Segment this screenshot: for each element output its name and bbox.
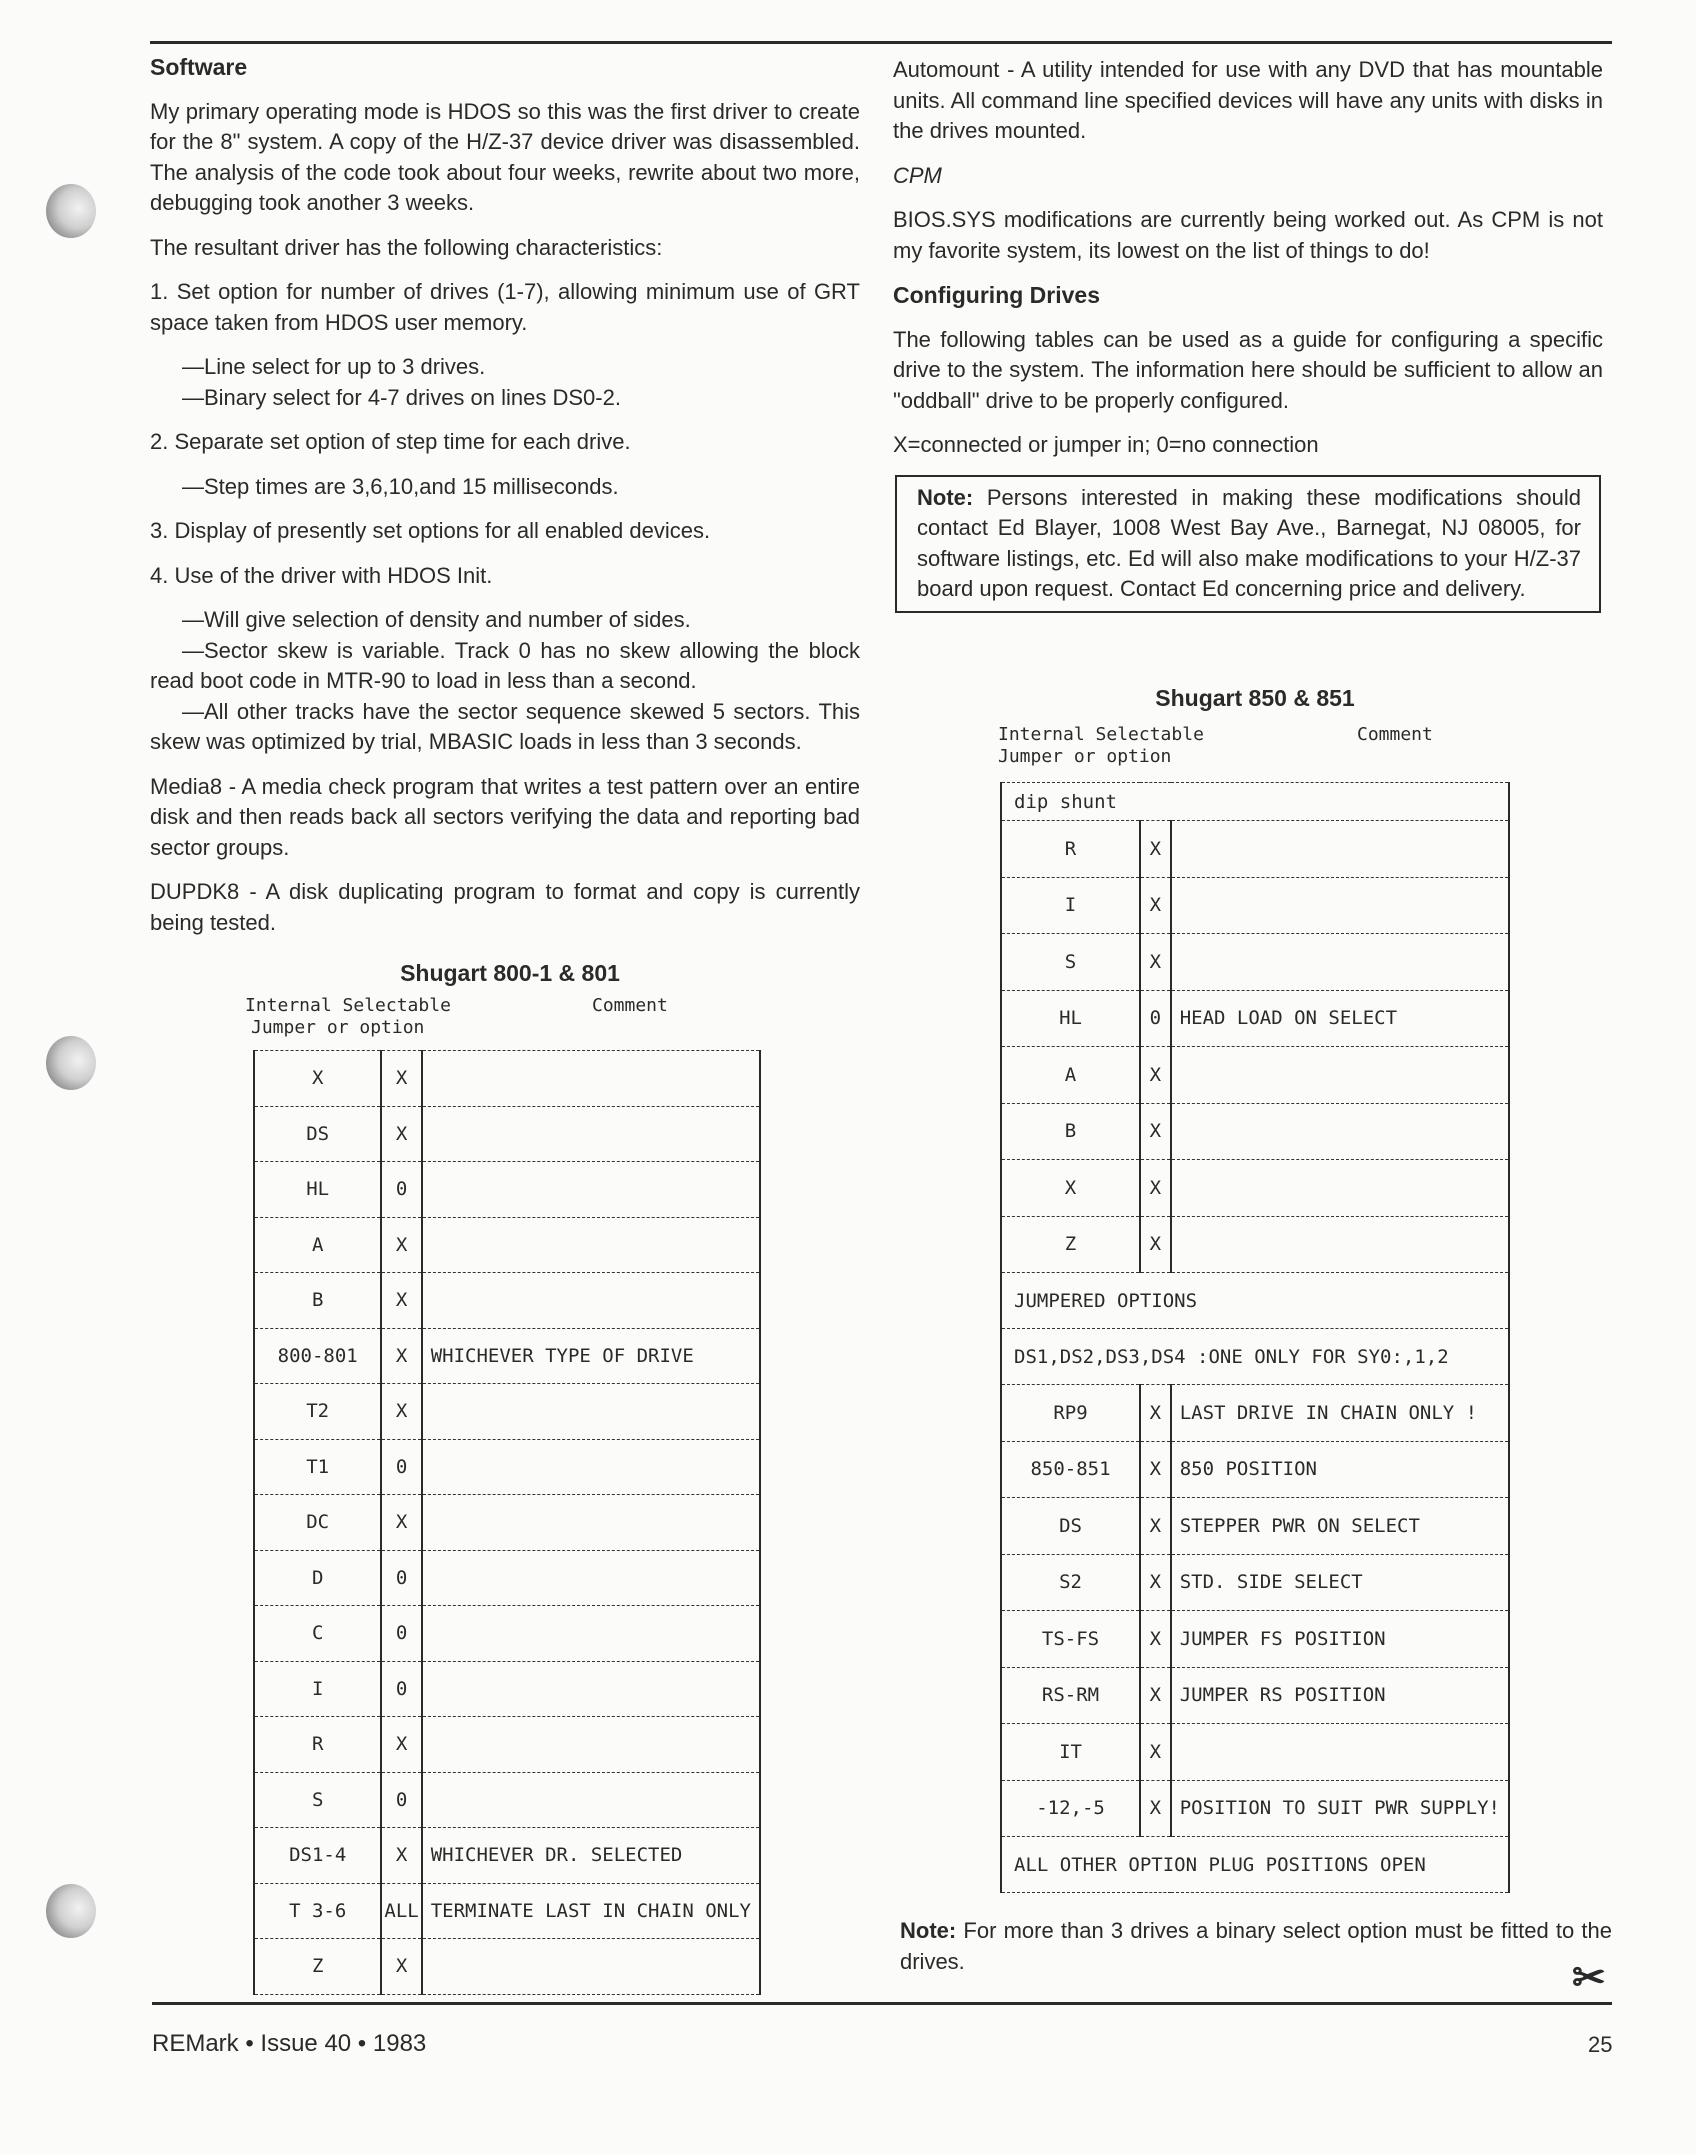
jumper-cell: TS-FS (1001, 1611, 1140, 1668)
left-column (150, 52, 860, 952)
table-row (254, 1051, 760, 1107)
comment-cell: 850 POSITION (1171, 1441, 1509, 1498)
comment-cell: JUMPER RS POSITION (1171, 1667, 1509, 1724)
comment-cell (422, 1717, 760, 1773)
comment-cell (1171, 1216, 1509, 1273)
status-cell: X (1140, 1047, 1171, 1104)
jumper-cell: IT (1001, 1724, 1140, 1781)
table-row (1001, 1441, 1509, 1498)
table-row (1001, 821, 1509, 878)
comment-cell (1171, 1160, 1509, 1217)
table850-title: Shugart 850 & 851 (1155, 685, 1355, 711)
paragraph: My primary operating mode is HDOS so this was the first driver to create for the 8" system. A copy of the H/Z-37 device driver was disassembled. The analysis of the code took about four weeks, rewrite about two more, debugging took another 3 weeks. (150, 98, 860, 215)
table-row (254, 1495, 760, 1551)
table-row (254, 1162, 760, 1218)
table-row (1001, 934, 1509, 991)
jumper-cell: B (1001, 1103, 1140, 1160)
paragraph: The following tables can be used as a guide for configuring a specific drive to the system. The information here should be sufficient to allow an "oddball" drive to be properly configured. (893, 326, 1603, 413)
status-cell: X (1140, 1724, 1171, 1781)
table-row (1001, 1611, 1509, 1668)
table850 (1000, 782, 1510, 1893)
comment-cell (422, 1495, 760, 1551)
jumper-cell: DS1-4 (254, 1828, 381, 1884)
jumper-cell: R (1001, 821, 1140, 878)
table850-header-line1: Internal Selectable (998, 724, 1204, 745)
comment-cell (422, 1439, 760, 1495)
sub-item: —Sector skew is variable. Track 0 has no skew allowing the block read boot code in MTR-90 to load in less than a second. (150, 637, 860, 693)
status-cell: X (381, 1828, 421, 1884)
list-item: 4. Use of the driver with HDOS Init. (150, 562, 493, 588)
status-cell: X (1140, 1385, 1171, 1442)
status-cell: X (381, 1939, 421, 1995)
table800-comment-header: Comment (592, 995, 668, 1016)
jumper-cell: RP9 (1001, 1385, 1140, 1442)
comment-cell (1171, 934, 1509, 991)
paragraph: Automount - A utility intended for use with any DVD that has mountable units. All command line specified devices will have any units with disks in the drives mounted. (893, 57, 1603, 143)
table800 (253, 1050, 761, 1995)
table850-header (998, 724, 1204, 768)
paragraph: The resultant driver has the following characteristics: (150, 234, 663, 260)
all-other-row (1001, 1837, 1509, 1893)
note-box (895, 475, 1601, 613)
table-row (254, 1772, 760, 1828)
status-cell: X (381, 1717, 421, 1773)
table-row (254, 1550, 760, 1606)
comment-cell: HEAD LOAD ON SELECT (1171, 990, 1509, 1047)
table800-header-line1: Internal Selectable (245, 995, 451, 1016)
right-column (893, 55, 1603, 613)
jumper-cell: Z (1001, 1216, 1140, 1273)
status-cell: X (1140, 1441, 1171, 1498)
jumper-cell: S2 (1001, 1554, 1140, 1611)
status-cell: X (1140, 1103, 1171, 1160)
comment-cell (1171, 821, 1509, 878)
end-mark-icon: ✂ (1572, 1956, 1606, 2000)
comment-cell (1171, 877, 1509, 934)
jumper-cell: T 3-6 (254, 1883, 381, 1939)
jumpered-options-row (1001, 1273, 1509, 1329)
status-cell: ALL (381, 1883, 421, 1939)
table-row (1001, 1724, 1509, 1781)
list-item: 2. Separate set option of step time for each drive. (150, 429, 631, 454)
jumper-cell: D (254, 1550, 381, 1606)
drive-select-row-cell: DS1,DS2,DS3,DS4 :ONE ONLY FOR SY0:,1,2 (1001, 1329, 1509, 1385)
drive-select-row (1001, 1329, 1509, 1385)
jumper-cell: B (254, 1273, 381, 1329)
comment-cell: STEPPER PWR ON SELECT (1171, 1498, 1509, 1555)
list-item: 1. Set option for number of drives (1-7), allowing minimum use of GRT space taken from HDOS user memory. (150, 279, 860, 335)
status-cell: X (1140, 821, 1171, 878)
comment-cell (422, 1939, 760, 1995)
status-cell: X (1140, 1611, 1171, 1668)
table-row (1001, 1047, 1509, 1104)
jumper-cell: X (254, 1051, 381, 1107)
jumper-cell: T1 (254, 1439, 381, 1495)
status-cell: 0 (381, 1162, 421, 1218)
table-row (254, 1717, 760, 1773)
table-row (1001, 1216, 1509, 1273)
table850-header-line2: Jumper or option (998, 746, 1172, 767)
jumper-cell: HL (254, 1162, 381, 1218)
comment-cell (422, 1384, 760, 1440)
table-row (1001, 1780, 1509, 1837)
jumper-cell: 850-851 (1001, 1441, 1140, 1498)
jumper-cell: R (254, 1717, 381, 1773)
status-cell: X (1140, 1216, 1171, 1273)
jumper-cell: C (254, 1606, 381, 1662)
binder-hole-top (46, 184, 96, 238)
table-row (254, 1328, 760, 1384)
paragraph: BIOS.SYS modifications are currently being worked out. As CPM is not my favorite system, its lowest on the list of things to do! (893, 207, 1603, 263)
jumper-cell: DS (1001, 1498, 1140, 1555)
status-cell: 0 (1140, 990, 1171, 1047)
comment-cell (1171, 1103, 1509, 1160)
jumper-cell: 800-801 (254, 1328, 381, 1384)
status-cell: X (1140, 934, 1171, 991)
comment-cell (422, 1106, 760, 1162)
jumper-cell: DS (254, 1106, 381, 1162)
jumper-cell: RS-RM (1001, 1667, 1140, 1724)
jumper-cell: A (254, 1217, 381, 1273)
paragraph: DUPDK8 - A disk duplicating program to format and copy is currently being tested. (150, 879, 860, 935)
status-cell: X (381, 1495, 421, 1551)
jumper-cell: I (1001, 877, 1140, 934)
comment-cell (422, 1772, 760, 1828)
dip-shunt-row-cell: dip shunt (1001, 783, 1509, 821)
status-cell: X (381, 1217, 421, 1273)
table-row (1001, 877, 1509, 934)
dip-shunt-row (1001, 783, 1509, 821)
table-row (1001, 1667, 1509, 1724)
status-cell: X (381, 1273, 421, 1329)
status-cell: X (1140, 1667, 1171, 1724)
jumper-cell: S (254, 1772, 381, 1828)
sub-item: —Will give selection of density and number of sides. (182, 607, 691, 632)
table-row (254, 1106, 760, 1162)
comment-cell (422, 1217, 760, 1273)
status-cell: X (1140, 1780, 1171, 1837)
jumper-cell: HL (1001, 990, 1140, 1047)
legend: X=connected or jumper in; 0=no connection (893, 432, 1319, 457)
status-cell: 0 (381, 1439, 421, 1495)
table-row (1001, 1103, 1509, 1160)
status-cell: X (381, 1328, 421, 1384)
status-cell: X (1140, 1554, 1171, 1611)
status-cell: X (1140, 1498, 1171, 1555)
table-row (254, 1606, 760, 1662)
comment-cell (422, 1606, 760, 1662)
bottom-note (900, 1916, 1612, 1991)
table-row (1001, 1498, 1509, 1555)
table-row (1001, 1160, 1509, 1217)
status-cell: 0 (381, 1606, 421, 1662)
note-label: Note: (917, 484, 974, 510)
jumper-cell: -12,-5 (1001, 1780, 1140, 1837)
note-text: Persons interested in making these modifications should contact Ed Blayer, 1008 West Bay Ave., Barnegat, NJ 08005, for software listings, etc. Ed will also make modifications to your H/Z-37 board upon request. Contact Ed concerning price and delivery. (917, 484, 1581, 601)
jumper-cell: T2 (254, 1384, 381, 1440)
table-row (254, 1384, 760, 1440)
table-row (254, 1661, 760, 1717)
sub-item: —Binary select for 4-7 drives on lines DS0-2. (182, 384, 621, 410)
all-other-row-cell: ALL OTHER OPTION PLUG POSITIONS OPEN (1001, 1837, 1509, 1893)
binder-hole-middle (46, 1036, 96, 1090)
status-cell: 0 (381, 1550, 421, 1606)
jumper-cell: DC (254, 1495, 381, 1551)
jumper-cell: Z (254, 1939, 381, 1995)
bottom-rule (152, 2002, 1612, 2005)
comment-cell (1171, 1724, 1509, 1781)
comment-cell: LAST DRIVE IN CHAIN ONLY ! (1171, 1385, 1509, 1442)
table800-header (245, 995, 451, 1039)
table-row (254, 1828, 760, 1884)
jumper-cell: X (1001, 1160, 1140, 1217)
status-cell: X (381, 1106, 421, 1162)
status-cell: 0 (381, 1772, 421, 1828)
comment-cell (422, 1051, 760, 1107)
top-rule (150, 41, 1612, 44)
comment-cell: POSITION TO SUIT PWR SUPPLY! (1171, 1780, 1509, 1837)
table-row (1001, 1554, 1509, 1611)
configuring-drives-heading: Configuring Drives (893, 282, 1101, 308)
software-heading: Software (150, 54, 248, 80)
bottom-note-label: Note: (900, 1918, 957, 1943)
footer-publication: REMark • Issue 40 • 1983 (152, 2030, 427, 2057)
table850-comment-header: Comment (1357, 724, 1433, 745)
page-number: 25 (1588, 2032, 1613, 2057)
jumper-cell: S (1001, 934, 1140, 991)
comment-cell: WHICHEVER TYPE OF DRIVE (422, 1328, 760, 1384)
comment-cell: TERMINATE LAST IN CHAIN ONLY (422, 1883, 760, 1939)
status-cell: X (381, 1384, 421, 1440)
comment-cell (422, 1550, 760, 1606)
table-row (1001, 990, 1509, 1047)
table-row (254, 1217, 760, 1273)
comment-cell (422, 1162, 760, 1218)
comment-cell (1171, 1047, 1509, 1104)
comment-cell (422, 1661, 760, 1717)
list-item: 3. Display of presently set options for all enabled devices. (150, 518, 711, 543)
comment-cell: JUMPER FS POSITION (1171, 1611, 1509, 1668)
sub-item: —Line select for up to 3 drives. (182, 354, 486, 379)
comment-cell: WHICHEVER DR. SELECTED (422, 1828, 760, 1884)
sub-item: —All other tracks have the sector sequence skewed 5 sectors. This skew was optimized by trial, MBASIC loads in less than 3 seconds. (150, 698, 860, 754)
binder-hole-bottom (46, 1884, 96, 1938)
status-cell: X (381, 1051, 421, 1107)
status-cell: X (1140, 1160, 1171, 1217)
comment-cell: STD. SIDE SELECT (1171, 1554, 1509, 1611)
sub-item: —Step times are 3,6,10,and 15 milliseconds. (182, 473, 619, 499)
status-cell: X (1140, 877, 1171, 934)
table-row (254, 1883, 760, 1939)
comment-cell (422, 1273, 760, 1329)
table800-header-line2: Jumper or option (251, 1017, 425, 1038)
bottom-note-text: For more than 3 drives a binary select option must be fitted to the drives. (900, 1918, 1612, 1974)
paragraph: Media8 - A media check program that writes a test pattern over an entire disk and then reads back all sectors verifying the data and reporting bad sector groups. (150, 773, 860, 860)
jumpered-options-row-cell: JUMPERED OPTIONS (1001, 1273, 1509, 1329)
table-row (254, 1439, 760, 1495)
jumper-cell: I (254, 1661, 381, 1717)
table-row (254, 1939, 760, 1995)
table800-title: Shugart 800-1 & 801 (400, 960, 620, 986)
jumper-cell: A (1001, 1047, 1140, 1104)
table-row (254, 1273, 760, 1329)
cpm-heading: CPM (893, 162, 942, 188)
table-row (1001, 1385, 1509, 1442)
status-cell: 0 (381, 1661, 421, 1717)
